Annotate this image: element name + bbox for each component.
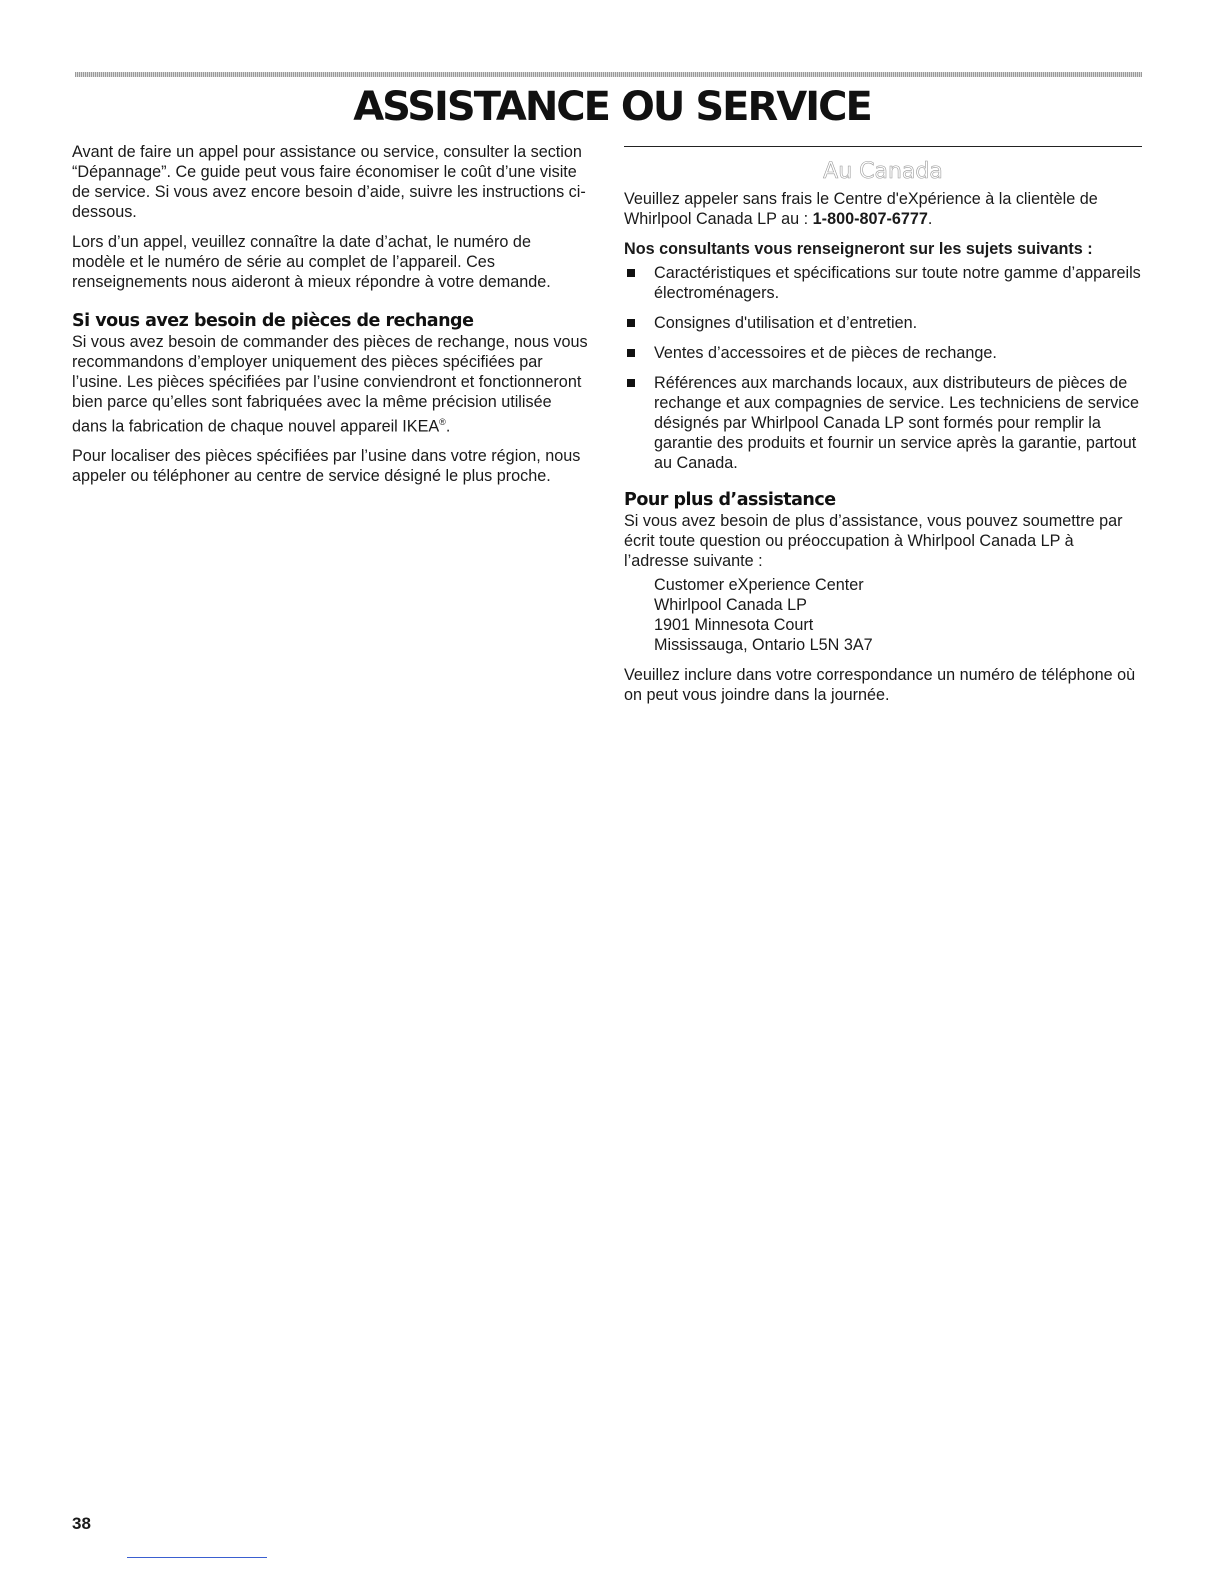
more-assistance-paragraph: Si vous avez besoin de plus d’assistance, vous pouvez soumettre par écrit toute question ou préoccupation à Whirlpool Canada LP à l’adresse suivante :	[624, 512, 1123, 570]
replacement-parts-paragraph	[72, 332, 588, 436]
phone-number: 1-800-807-6777	[812, 210, 928, 228]
intro-paragraph: Avant de faire un appel pour assistance ou service, consulter la section “Dépannage”. Ce guide peut vous faire économiser le coût d’une visite de service. Si vous avez encore besoin d’aide, suivre les instructions ci-dessous.	[72, 143, 586, 221]
closing-paragraph: Veuillez inclure dans votre correspondance un numéro de téléphone où on peut vous joindre dans la journée.	[624, 666, 1136, 704]
address-line: Mississauga, Ontario L5N 3A7	[654, 636, 873, 654]
address-line: Customer eXperience Center	[654, 576, 864, 594]
call-info-paragraph: Lors d’un appel, veuillez connaître la date d’achat, le numéro de modèle et le numéro de série au complet de l’appareil. Ces renseignements nous aideront à mieux répondre à votre demande.	[72, 233, 551, 291]
bottom-link-underline	[127, 1557, 267, 1558]
address-line: Whirlpool Canada LP	[654, 596, 807, 614]
call-end: .	[927, 210, 933, 228]
section-divider	[624, 146, 1142, 147]
page-title: ASSISTANCE OU SERVICE	[353, 84, 871, 130]
more-assistance-heading: Pour plus d’assistance	[624, 490, 836, 510]
mailing-address	[624, 575, 1142, 655]
canada-heading: Au Canada	[823, 159, 943, 184]
list-item: Références aux marchands locaux, aux distributeurs de pièces de rechange et aux compagnies de service. Les techniciens de service désignés par Whirlpool Canada LP sont formés pour remplir la garantie des produits et fournir un service après la garantie, partout au Canada.	[624, 373, 1142, 473]
consultants-subheading: Nos consultants vous renseigneront sur les sujets suivants :	[624, 240, 1093, 258]
list-item: Ventes d’accessoires et de pièces de rechange.	[624, 343, 1142, 363]
call-paragraph	[624, 189, 1142, 229]
top-decorative-bar	[75, 72, 1142, 77]
topics-list	[624, 263, 1142, 473]
list-item: Consignes d'utilisation et d’entretien.	[624, 313, 1142, 333]
replacement-parts-text: Si vous avez besoin de commander des pièces de rechange, nous vous recommandons d’employer uniquement des pièces spécifiées par l’usine. Les pièces spécifiées par l’usine conviendront et fonctionneront bien parce qu’elles sont fabriquées avec la même précision utilisée dans la fabrication de chaque nouvel appareil IKEA	[72, 333, 588, 436]
right-column	[624, 142, 1142, 715]
call-text: Veuillez appeler sans frais le Centre d'eXpérience à la clientèle de Whirlpool Canada LP au :	[624, 190, 1098, 228]
registered-mark: ®	[439, 417, 446, 427]
page-number: 38	[72, 1514, 91, 1533]
list-item: Caractéristiques et spécifications sur toute notre gamme d’appareils électroménagers.	[624, 263, 1142, 303]
left-column	[72, 142, 588, 496]
replacement-parts-heading: Si vous avez besoin de pièces de rechange	[72, 311, 474, 331]
locate-parts-paragraph: Pour localiser des pièces spécifiées par l’usine dans votre région, nous appeler ou téléphoner au centre de service désigné le plus proche.	[72, 447, 581, 486]
replacement-parts-end: .	[445, 417, 451, 436]
address-line: 1901 Minnesota Court	[654, 616, 814, 634]
